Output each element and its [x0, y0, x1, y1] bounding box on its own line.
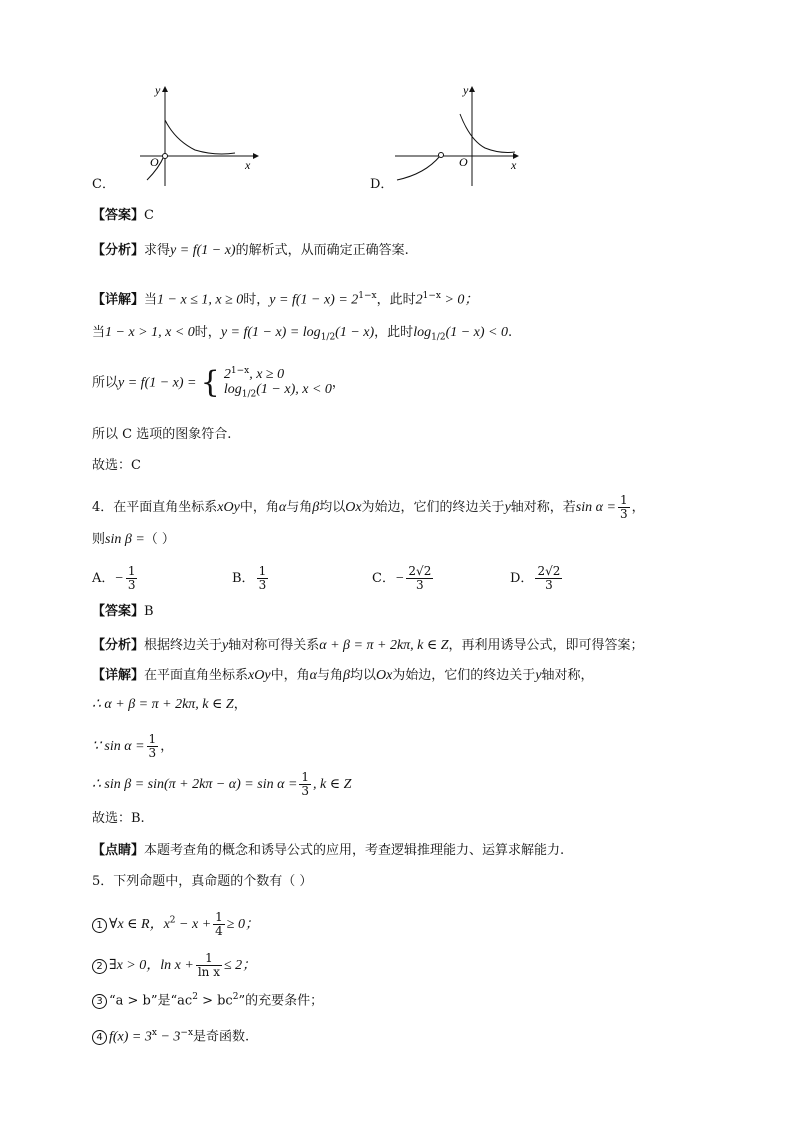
text: ， [631, 500, 645, 515]
text: 均以 [319, 500, 346, 515]
item-number: 4 [92, 1030, 107, 1045]
text: （ ） [144, 532, 175, 547]
formula: α [278, 500, 287, 515]
text: 当 [144, 292, 158, 308]
q4-detail [92, 667, 594, 685]
q3-detail-2 [92, 324, 512, 347]
text: 为始边，它们的终边关于 [361, 500, 505, 515]
graph-option-c [85, 80, 275, 190]
text: . [508, 325, 513, 340]
q4-analysis [92, 637, 644, 655]
formula: , k ∈ Z [313, 777, 352, 792]
x-axis-arrow [253, 153, 259, 159]
text: ， [233, 697, 247, 712]
q4-answer [92, 603, 154, 621]
case-2: $\log_{1/2}(1 - x)$, x < 0 [223, 382, 332, 400]
exponent: 2 [192, 992, 198, 1002]
formula: ∀x ∈ R， [109, 917, 164, 932]
q4-option-c: C．− $\frac{2√2}{3}$ [372, 564, 432, 592]
detail-tag: 【详解】 [92, 668, 145, 683]
text: “a > b”是“ac [109, 993, 193, 1009]
text: ，此时 [374, 325, 414, 340]
q5-item-3 [92, 988, 323, 1010]
text: > bc [197, 993, 233, 1009]
text: 轴对称， [541, 668, 594, 683]
text: 为始边，它们的终边关于 [392, 668, 536, 683]
formula: 1 − x > 1, x < 0 [105, 325, 195, 340]
text: 与角 [316, 668, 343, 683]
exponent: 2 [169, 915, 176, 926]
x-label: x [511, 158, 517, 172]
text: 在平面直角坐标系 [144, 668, 249, 683]
text: 轴对称可得关系 [228, 638, 320, 653]
q5-item-2 [92, 952, 256, 979]
y-label: y [463, 83, 469, 97]
q3-answer [92, 207, 154, 225]
formula: y = f(1 − x) = [118, 375, 197, 391]
log-base: 1/2 [320, 332, 336, 343]
formula: sin β = [105, 532, 145, 547]
q3-conclusion: 所以 C 选项的图象符合. [92, 427, 232, 442]
text: 4．在平面直角坐标系 [92, 500, 218, 515]
y-label: y [155, 83, 161, 97]
text: 中，角 [239, 500, 279, 515]
formula: x [163, 917, 170, 932]
text: 当 [92, 325, 106, 340]
option-c-label: C． [92, 177, 115, 192]
analysis-text: 的解析式，从而确定正确答案. [235, 243, 409, 258]
text: ，再利用诱导公式，即可得答案； [448, 638, 644, 653]
q5-item-4 [92, 1024, 249, 1046]
text: 时， [194, 325, 221, 340]
curve-left [397, 156, 440, 180]
formula: − 3 [156, 1029, 181, 1045]
analysis-tag: 【分析】 [92, 638, 145, 653]
q4-option-a: A．− $\frac{1}{3}$ [92, 564, 136, 592]
text: 是奇函数. [193, 1029, 250, 1045]
left-brace: { [200, 365, 220, 401]
text: 则 [92, 532, 106, 547]
q3-analysis [92, 242, 409, 260]
formula: (1 − x) [335, 325, 375, 340]
fraction: $\frac{1}{3}$ [619, 493, 628, 521]
formula: y = f(1 − x) [170, 243, 236, 258]
answer-value: B [144, 604, 154, 619]
formula: ∃x > 0， [109, 958, 161, 973]
remark-text: 本题考查角的概念和诱导公式的应用，考查逻辑推理能力、运算求解能力. [144, 843, 565, 858]
y-axis-arrow [469, 86, 475, 92]
formula: α + β = π + 2kπ, k ∈ Z [319, 638, 449, 653]
analysis-tag: 【分析】 [92, 243, 145, 258]
case-1: $2^{1-x}$, x ≥ 0 [223, 366, 285, 382]
formula: (1 − x) < 0 [445, 325, 508, 340]
remark-tag: 【点睛】 [92, 843, 145, 858]
formula: β [342, 668, 350, 683]
text: ”的充要条件； [238, 993, 324, 1009]
log-base: 1/2 [431, 332, 446, 343]
y-axis-arrow [162, 86, 168, 92]
formula: ≥ 0； [226, 917, 259, 932]
formula: log [413, 325, 432, 340]
q3-piecewise [92, 364, 345, 402]
q4-stem-2 [92, 531, 175, 549]
q4-because [92, 733, 173, 760]
item-number: 2 [92, 959, 107, 974]
formula: xOy [217, 500, 240, 515]
formula: ∴ α + β = π + 2kπ, k ∈ Z [92, 697, 234, 712]
formula: 1 − x ≤ 1, x ≥ 0 [157, 292, 244, 308]
text: 轴对称，若 [510, 500, 576, 515]
exponent: x [151, 1028, 157, 1038]
exponent: 1−x [422, 291, 441, 301]
item-number: 3 [92, 994, 107, 1009]
exponent: 1−x [358, 291, 377, 301]
text: 时， [243, 292, 270, 308]
formula: y = f(1 − x) = 2 [269, 292, 359, 308]
text: 所以 [92, 375, 119, 391]
piecewise-cases [224, 364, 332, 402]
formula: sin α = [575, 500, 616, 515]
exponent: −x [180, 1028, 194, 1038]
detail-tag: 【详解】 [92, 292, 145, 308]
formula: ln x + [160, 958, 194, 973]
graph-option-d [385, 80, 535, 190]
q4-option-b: B． $\frac{1}{3}$ [232, 564, 267, 592]
q3-detail-1 [92, 287, 478, 309]
formula: ∵ sin α = [92, 739, 145, 754]
x-label: x [245, 158, 251, 172]
analysis-text: 求得 [144, 243, 171, 258]
q3-choose: 故选：C [92, 458, 141, 473]
text: 与角 [286, 500, 313, 515]
open-point [439, 153, 444, 158]
open-point [163, 154, 168, 159]
q5-stem: 5．下列命题中，真命题的个数有（ ） [92, 874, 313, 889]
formula: y [222, 638, 229, 653]
option-d-label: D． [370, 177, 394, 192]
formula: 2 [415, 292, 423, 308]
formula: Ox [375, 668, 393, 683]
origin-label: O [150, 155, 159, 169]
exponent: 2 [232, 992, 239, 1002]
formula: ∴ sin β = sin(π + 2kπ − α) = sin α = [92, 777, 298, 792]
q4-therefore-1 [92, 696, 247, 714]
fraction: $\frac{1}{4}$ [215, 910, 223, 938]
formula: xOy [248, 668, 271, 683]
fraction: $\frac{1}{3}$ [301, 770, 310, 798]
curve-right [460, 114, 515, 153]
formula: > 0； [440, 292, 479, 308]
fraction: $\frac{1}{3}$ [148, 732, 157, 760]
q4-option-d: D． $\frac{2√2}{3}$ [510, 564, 561, 592]
formula: y [504, 500, 511, 515]
fraction: $\frac{1}{\text{ln x}}$ [197, 951, 220, 979]
formula: α [309, 668, 317, 683]
formula: ≤ 2； [223, 958, 257, 973]
formula: y [535, 668, 542, 683]
q5-item-1 [92, 911, 259, 938]
text: ， [331, 375, 345, 391]
formula: Ox [345, 500, 362, 515]
curve-right [165, 120, 235, 154]
text: 均以 [349, 668, 376, 683]
formula: f(x) = 3 [109, 1029, 152, 1045]
formula: y = f(1 − x) = log [220, 325, 321, 340]
item-number: 1 [92, 918, 107, 933]
formula: β [312, 500, 320, 515]
q4-remark [92, 842, 564, 860]
answer-tag: 【答案】 [92, 208, 145, 223]
formula: − x + [175, 917, 212, 932]
answer-tag: 【答案】 [92, 604, 145, 619]
q4-choose: 故选：B. [92, 811, 145, 826]
text: 中，角 [270, 668, 310, 683]
answer-value: C [144, 208, 154, 223]
text: ， [160, 739, 174, 754]
origin-label: O [459, 155, 468, 169]
text: ，此时 [376, 292, 416, 308]
q4-stem-1 [92, 494, 645, 521]
q4-therefore-2 [92, 771, 351, 798]
text: 根据终边关于 [144, 638, 223, 653]
